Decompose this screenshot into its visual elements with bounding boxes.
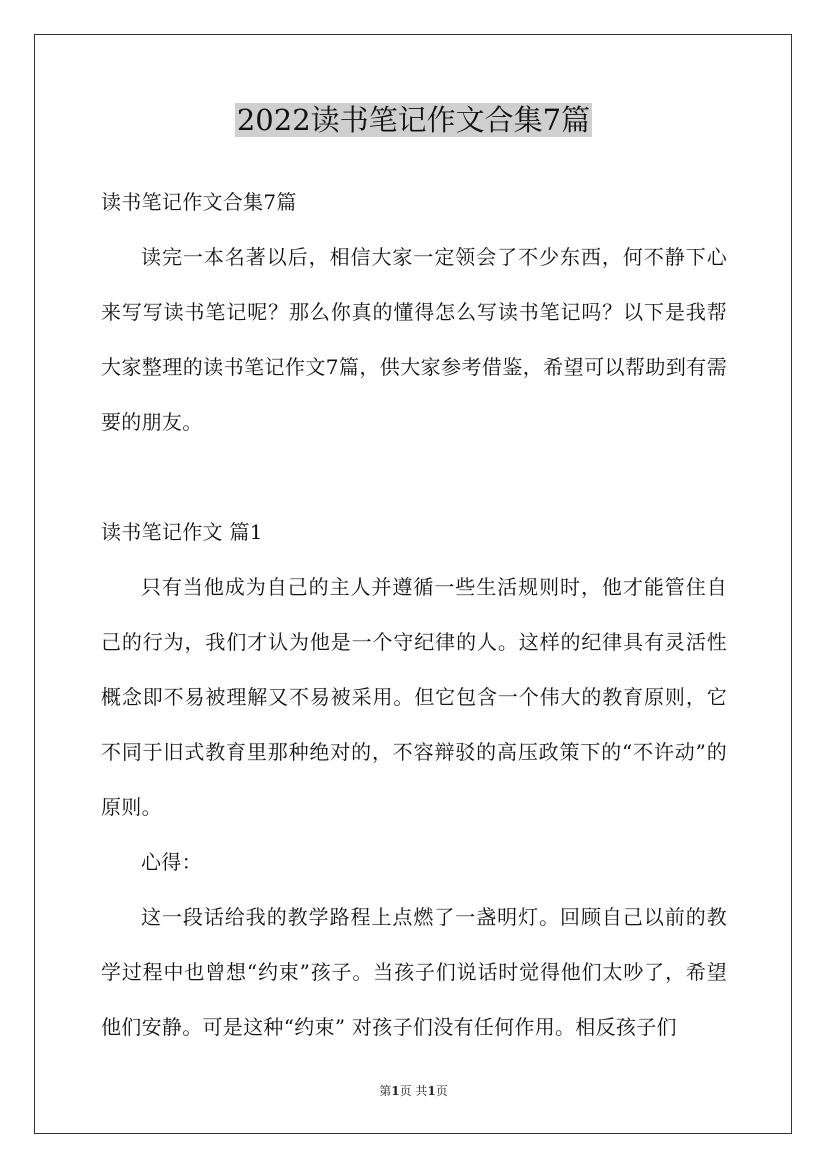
footer-page-total: 1 [427, 1084, 436, 1098]
blank-line [101, 450, 727, 505]
footer-page-mid: 页 共 [399, 1084, 428, 1098]
document-title [0, 100, 827, 140]
footer-page-suffix: 页 [435, 1084, 448, 1098]
paragraph: 这一段话给我的教学路程上点燃了一盏明灯。回顾自己以前的教学过程中也曾想“约束”孩子。当孩子们说话时觉得他们太吵了，希望他们安静。可是这种“约束” 对孩子们没有任何作用。相反孩子们 [101, 905, 727, 1039]
footer-page-prefix: 第 [379, 1084, 392, 1098]
paragraph: 读完一本名著以后，相信大家一定领会了不少东西，何不静下心来写写读书笔记呢？那么你真的懂得怎么写读书笔记吗？以下是我帮大家整理的读书笔记作文7篇，供大家参考借鉴，希望可以帮助到有需要的朋友。 [101, 245, 727, 434]
document-body [101, 175, 727, 1055]
paragraph: 只有当他成为自己的主人并遵循一些生活规则时，他才能管住自己的行为，我们才认为他是一个守纪律的人。这样的纪律具有灵活性概念即不易被理解又不易被采用。但它包含一个伟大的教育原则，它不同于旧式教育里那种绝对的，不容辩驳的高压政策下的“不许动”的原则。 [101, 575, 727, 819]
footer-page-current: 1 [391, 1084, 400, 1098]
document-title-text: 2022读书笔记作文合集7篇 [236, 103, 591, 137]
paragraph: 心得： [141, 850, 202, 874]
paragraph: 读书笔记作文合集7篇 [101, 190, 297, 214]
page-footer [0, 1082, 827, 1100]
section-heading: 读书笔记作文 篇1 [101, 520, 263, 544]
